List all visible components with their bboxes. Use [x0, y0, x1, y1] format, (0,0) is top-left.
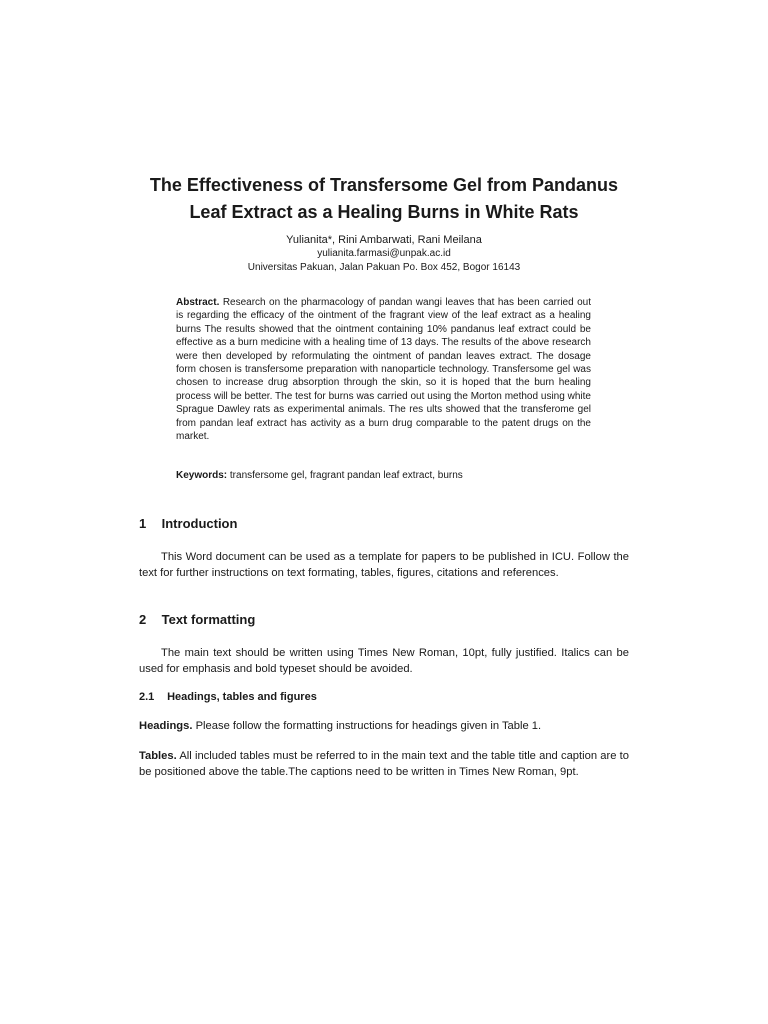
author-block	[100, 233, 668, 275]
abstract-label: Abstract.	[176, 297, 220, 308]
headings-paragraph	[139, 718, 629, 734]
tables-text: All included tables must be referred to in the main text and the table title and caption are to be positioned above the table.The captions need to be written in Times New Roman, 9pt.	[139, 750, 629, 778]
subsection-number: 2.1	[139, 691, 155, 703]
title-line-2: Leaf Extract as a Healing Burns in White Rats	[189, 202, 579, 222]
tables-label: Tables.	[139, 750, 177, 762]
headings-label: Headings.	[139, 720, 193, 732]
abstract-text: Research on the pharmacology of pandan wangi leaves that has been carried out is regarding the efficacy of the ointment of the fragrant view of the leaf extract as a healing burns The results showed that the ointment containing 10% pandanus leaf extract could be effective as a burn medicine with a healing time of 13 days. The results of the above research were then developed by reformulating the ointment of pandan leaves extract. The dosage form chosen is transfersome preparation with nanoparticle technology. Transfersome gel was chosen to increase drug absorption through the skin, so it is hoped that the burn healing process will be better. The test for burns was carried out using the Morton method using white Sprague Dawley rats as experimental animals. The res ults showed that the transferome gel from pandan leaf extract has activity as a burn drug comparable to the patent drugs on the market.	[176, 297, 592, 443]
keywords-text: transfersome gel, fragrant pandan leaf extract, burns	[229, 470, 463, 481]
section-heading-text-formatting	[139, 612, 255, 628]
section-heading-introduction	[139, 516, 237, 532]
subsection-title: Headings, tables and figures	[167, 691, 317, 703]
section-title: Introduction	[161, 516, 238, 531]
keywords	[176, 469, 591, 482]
author-affiliation: Universitas Pakuan, Jalan Pakuan Po. Box 452, Bogor 16143	[247, 262, 521, 273]
introduction-paragraph: This Word document can be used as a template for papers to be published in ICU. Follow the text for further instructions on text formating, tables, figures, citations and references.	[139, 551, 629, 579]
author-email: yulianita.farmasi@unpak.ac.id	[317, 248, 451, 259]
headings-text: Please follow the formatting instructions for headings given in Table 1.	[195, 720, 542, 732]
title-line-1: The Effectiveness of Transfersome Gel from Pandanus	[149, 175, 619, 195]
text-formatting-paragraph: The main text should be written using Times New Roman, 10pt, fully justified. Italics can be used for emphasis and bold typeset should be avoided.	[139, 647, 629, 675]
keywords-label: Keywords:	[176, 470, 228, 481]
paper-title	[100, 172, 668, 226]
author-names: Yulianita*, Rini Ambarwati, Rani Meilana	[286, 234, 482, 246]
abstract	[176, 296, 591, 443]
section-number: 1	[139, 516, 147, 531]
section-title: Text formatting	[161, 612, 256, 627]
tables-paragraph	[139, 748, 629, 780]
subsection-heading-headings-tables-figures	[139, 690, 317, 704]
section-number: 2	[139, 612, 147, 627]
